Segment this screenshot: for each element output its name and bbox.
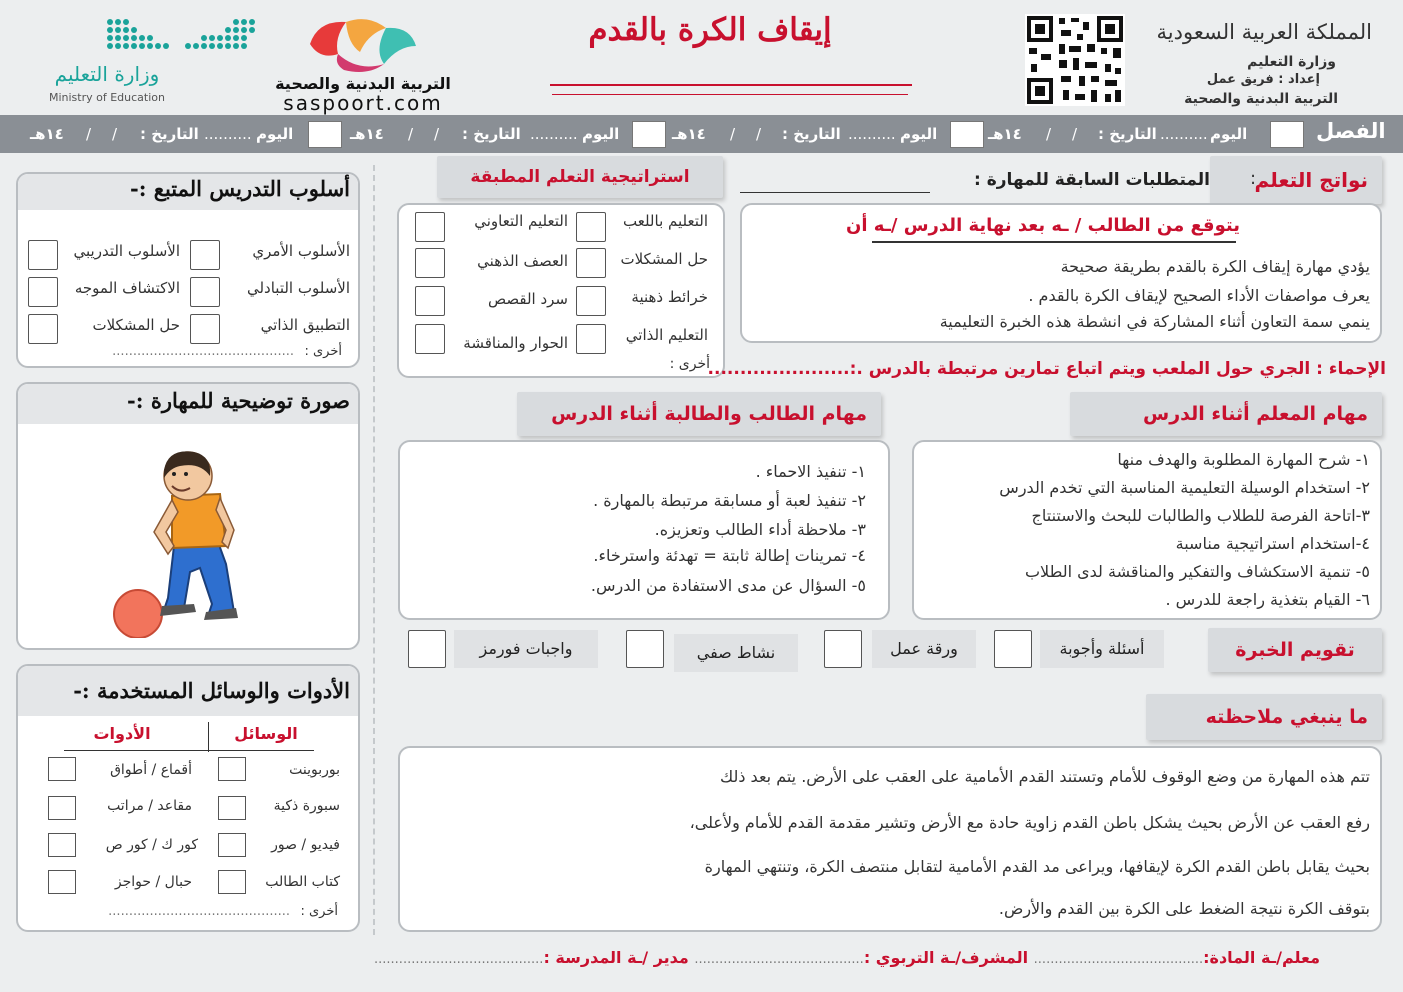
- day-input-2[interactable]: [950, 121, 984, 148]
- style-label: الأسلوب التدريبي: [73, 242, 180, 260]
- skill-illustration: [108, 448, 258, 638]
- student-task: ٢- تنفيذ لعبة أو مسابقة مرتبطة بالمهارة .: [593, 491, 866, 510]
- notes-line: رفع العقب عن الأرض بحيث يشكل باطن القدم زاوية حادة مع الأرض وتشير مقدمة القدم للأمام ولأعلى،: [689, 813, 1370, 832]
- teacher-task: ١- شرح المهارة المطلوبة والهدف منها: [1117, 450, 1370, 469]
- date-label-2: التاريخ :: [782, 125, 841, 143]
- eval-checkbox[interactable]: [626, 630, 664, 668]
- slash-1a: /: [1072, 125, 1078, 143]
- style-checkbox[interactable]: [190, 240, 220, 270]
- teacher-task: ٢- استخدام الوسيلة التعليمية المناسبة التي تخدم الدرس: [999, 478, 1370, 497]
- notes-line: بتوقف الكرة نتيجة الضغط على الكرة بين القدم والأرض.: [998, 899, 1370, 918]
- style-label: الأسلوب التبادلي: [246, 279, 350, 297]
- teacher-signature-dots[interactable]: .........................................: [1033, 952, 1204, 967]
- evaluation-tab: [1208, 628, 1382, 672]
- date-dots-4: ..........: [204, 125, 252, 143]
- eval-option-label: أسئلة وأجوبة: [1040, 630, 1164, 668]
- means-label: كتاب الطالب: [265, 874, 340, 890]
- lesson-title: إيقاف الكرة بالقدم: [588, 12, 832, 48]
- hijri-3: ١٤هـ: [350, 125, 384, 143]
- teacher-signature-label: معلم/ـة المادة:: [1203, 948, 1320, 967]
- brand-name: التربية البدنية والصحية: [275, 74, 451, 93]
- tools-checkbox[interactable]: [48, 833, 76, 857]
- date-dots-1: ..........: [1160, 125, 1208, 143]
- supervisor-signature-label: المشرف/ـة التربوي :: [863, 948, 1029, 967]
- principal-signature-dots[interactable]: .........................................: [374, 952, 544, 967]
- prereq-label: المتطلبات السابقة للمهارة :: [974, 170, 1210, 190]
- signature-row: [374, 948, 1320, 967]
- eval-checkbox[interactable]: [824, 630, 862, 668]
- eval-checkbox[interactable]: [408, 630, 446, 668]
- teacher-tasks-tab-label: مهام المعلم أثناء الدرس: [1142, 403, 1368, 425]
- hijri-4: ١٤هـ: [30, 125, 64, 143]
- day-label-4: اليوم: [256, 125, 294, 143]
- date-label-3: التاريخ :: [462, 125, 521, 143]
- date-label-4: التاريخ :: [140, 125, 199, 143]
- teacher-task: ٥- تنمية الاستكشاف والتفكير والمناقشة لدى الطلاب: [1024, 562, 1370, 581]
- slash-4b: /: [86, 125, 92, 143]
- student-tasks-tab-label: مهام الطالب والطالبة أثناء الدرس: [551, 403, 867, 425]
- date-dots-2: ..........: [848, 125, 896, 143]
- strategies-tab-label: استراتيجية التعلم المطبقة: [470, 167, 690, 187]
- day-label-3: اليوم: [582, 125, 620, 143]
- notes-line: تتم هذه المهارة من وضع الوقوف للأمام وتستند القدم الأمامية على العقب على الأرض. يتم بعد ذلك: [719, 767, 1370, 786]
- tools-label: أقماع / أطواق: [110, 762, 192, 778]
- department: التربية البدنية والصحية: [1184, 91, 1338, 107]
- style-other-label: أخرى :: [304, 344, 342, 359]
- tools-column-divider: [208, 722, 209, 752]
- class-label: الفصل: [1316, 119, 1386, 143]
- day-label-2: اليوم: [900, 125, 938, 143]
- warmup-dots: ......................: [707, 359, 850, 379]
- qr-code: [1025, 14, 1125, 106]
- principal-signature-label: مدير /ـة المدرسة :: [543, 948, 689, 967]
- moe-logo-icon: [104, 16, 256, 56]
- tools-label: حبال / حواجز: [114, 874, 192, 890]
- day-label-1: اليوم: [1210, 125, 1248, 143]
- eval-option-label: نشاط صفي: [674, 634, 798, 672]
- slash-3a: /: [434, 125, 440, 143]
- means-checkbox[interactable]: [218, 796, 246, 820]
- outcomes-expect: يتوقع من الطالب / ـه بعد نهاية الدرس /ـه أن: [846, 215, 1240, 236]
- strategy-checkbox[interactable]: [576, 212, 606, 242]
- hijri-2: ١٤هـ: [672, 125, 706, 143]
- strategy-label: التعليم باللعب: [623, 212, 708, 230]
- strategy-label: التعليم الذاتي: [625, 326, 708, 344]
- style-label: التطبيق الذاتي: [260, 316, 350, 334]
- prereq-input-line[interactable]: [740, 192, 930, 193]
- strategy-label: حل المشكلات: [620, 250, 708, 268]
- style-checkbox[interactable]: [190, 314, 220, 344]
- moe-name-ar: وزارة التعليم: [54, 62, 160, 86]
- strategy-checkbox[interactable]: [415, 248, 445, 278]
- notes-line: بحيث يقابل باطن القدم الكرة لإيقافها، ويراعى مد القدم الأمامية لتقابل منتصف الكرة، وتنتهي المهارة: [704, 857, 1370, 876]
- notes-tab: [1146, 694, 1382, 740]
- warmup-text: الإحماء : الجري حول الملعب ويتم اتباع تمارين مرتبطة بالدرس .:: [849, 359, 1386, 379]
- student-tasks-tab: [517, 392, 881, 436]
- tools-checkbox[interactable]: [48, 757, 76, 781]
- style-checkbox[interactable]: [190, 277, 220, 307]
- means-label: سبورة ذكية: [273, 798, 340, 814]
- tools-checkbox[interactable]: [48, 796, 76, 820]
- strategies-tab: [437, 156, 723, 198]
- means-checkbox[interactable]: [218, 870, 246, 894]
- hijri-1: ١٤هـ: [988, 125, 1022, 143]
- strategy-checkbox[interactable]: [415, 212, 445, 242]
- skill-image-title: صورة توضيحية للمهارة :-: [127, 388, 350, 413]
- tools-label: مقاعد / مراتب: [107, 798, 192, 814]
- brand-url: saspoort.com: [283, 91, 443, 115]
- slash-1b: /: [1046, 125, 1052, 143]
- brand-logo-icon: [298, 14, 422, 76]
- style-checkbox[interactable]: [28, 277, 58, 307]
- means-label: بوربوينت: [289, 762, 340, 778]
- prepared-by: إعداد : فريق عمل: [1206, 72, 1320, 87]
- student-task: ١- تنفيذ الاحماء .: [755, 462, 866, 481]
- moe-name-en: Ministry of Education: [48, 91, 165, 104]
- outcomes-tab: [1210, 156, 1382, 204]
- tools-other-dots[interactable]: ............................................: [108, 904, 290, 919]
- strategy-checkbox[interactable]: [415, 324, 445, 354]
- title-underline: [550, 84, 912, 86]
- style-label: حل المشكلات: [92, 316, 180, 334]
- means-checkbox[interactable]: [218, 757, 246, 781]
- style-label: الأسلوب الأمري: [252, 242, 350, 260]
- strategy-checkbox[interactable]: [415, 286, 445, 316]
- tools-label: كور ك / كور ص: [105, 837, 198, 853]
- tools-column-header: الأدوات: [93, 724, 151, 743]
- outcome-item: ينمي سمة التعاون أثناء المشاركة في انشطة هذه الخبرة التعليمية: [939, 312, 1370, 331]
- style-checkbox[interactable]: [28, 240, 58, 270]
- kingdom-title: المملكة العربية السعودية: [1156, 20, 1372, 44]
- eval-option-label: ورقة عمل: [872, 630, 976, 668]
- teacher-task: ٤-استخدام استراتيجية مناسبة: [1175, 534, 1370, 553]
- outcome-item: يؤدي مهارة إيقاف الكرة بالقدم بطريقة صحيحة: [1060, 257, 1370, 276]
- teacher-task: ٦- القيام بتغذية راجعة للدرس .: [1165, 590, 1370, 609]
- style-label: الاكتشاف الموجه: [74, 279, 180, 297]
- outcomes-colon: :: [1250, 168, 1257, 189]
- strategy-checkbox[interactable]: [576, 324, 606, 354]
- slash-3b: /: [408, 125, 414, 143]
- style-checkbox[interactable]: [28, 314, 58, 344]
- means-column-header: الوسائل: [234, 724, 298, 743]
- expect-underline: [872, 241, 1236, 243]
- eval-checkbox[interactable]: [994, 630, 1032, 668]
- strategies-other: أخرى :: [669, 356, 710, 372]
- student-task: ٣- ملاحظة أداء الطالب وتعزيزه.: [654, 520, 866, 539]
- date-label-1: التاريخ :: [1098, 125, 1157, 143]
- date-dots-3: ..........: [530, 125, 578, 143]
- strategy-checkbox[interactable]: [576, 286, 606, 316]
- evaluation-tab-label: تقويم الخبرة: [1235, 639, 1355, 661]
- outcomes-tab-label: نواتج التعلم: [1254, 168, 1368, 192]
- slash-2b: /: [730, 125, 736, 143]
- class-input[interactable]: [1270, 121, 1304, 148]
- strategy-checkbox[interactable]: [576, 248, 606, 278]
- tools-title: الأدوات والوسائل المستخدمة :-: [73, 678, 350, 703]
- strategy-label: خرائط ذهنية: [631, 288, 708, 306]
- means-checkbox[interactable]: [218, 833, 246, 857]
- title-underline-2: [552, 94, 908, 95]
- tools-checkbox[interactable]: [48, 870, 76, 894]
- slash-2a: /: [756, 125, 762, 143]
- strategy-label: العصف الذهني: [477, 252, 568, 270]
- style-other-dots[interactable]: ............................................: [112, 344, 294, 359]
- teacher-tasks-tab: [1070, 392, 1382, 436]
- eval-option-label: واجبات فورمز: [454, 630, 598, 668]
- tools-header-line: [64, 750, 314, 751]
- means-label: فيديو / صور: [271, 837, 340, 853]
- strategy-label: التعليم التعاوني: [474, 212, 568, 230]
- column-divider: [373, 165, 375, 935]
- teacher-task: ٣-اتاحة الفرصة للطلاب والطالبات للبحث والاستنتاج: [1031, 506, 1370, 525]
- student-task: ٥- السؤال عن مدى الاستفادة من الدرس.: [590, 576, 866, 595]
- day-input-4[interactable]: [308, 121, 342, 148]
- day-input-3[interactable]: [632, 121, 666, 148]
- strategy-label: سرد القصص: [487, 290, 568, 308]
- strategy-label: الحوار والمناقشة: [463, 334, 568, 352]
- teaching-style-title: أسلوب التدريس المتبع :-: [130, 176, 350, 201]
- ministry-label: وزارة التعليم: [1247, 54, 1336, 70]
- student-task: ٤- تمرينات إطالة ثابتة = تهدئة واسترخاء.: [593, 546, 866, 565]
- slash-4a: /: [112, 125, 118, 143]
- warmup-line: [707, 359, 1386, 379]
- tools-other-label: أخرى :: [300, 904, 338, 919]
- supervisor-signature-dots[interactable]: .........................................: [694, 952, 864, 967]
- outcome-item: يعرف مواصفات الأداء الصحيح لإيقاف الكرة بالقدم .: [1028, 286, 1370, 305]
- notes-tab-label: ما ينبغي ملاحظته: [1205, 706, 1368, 728]
